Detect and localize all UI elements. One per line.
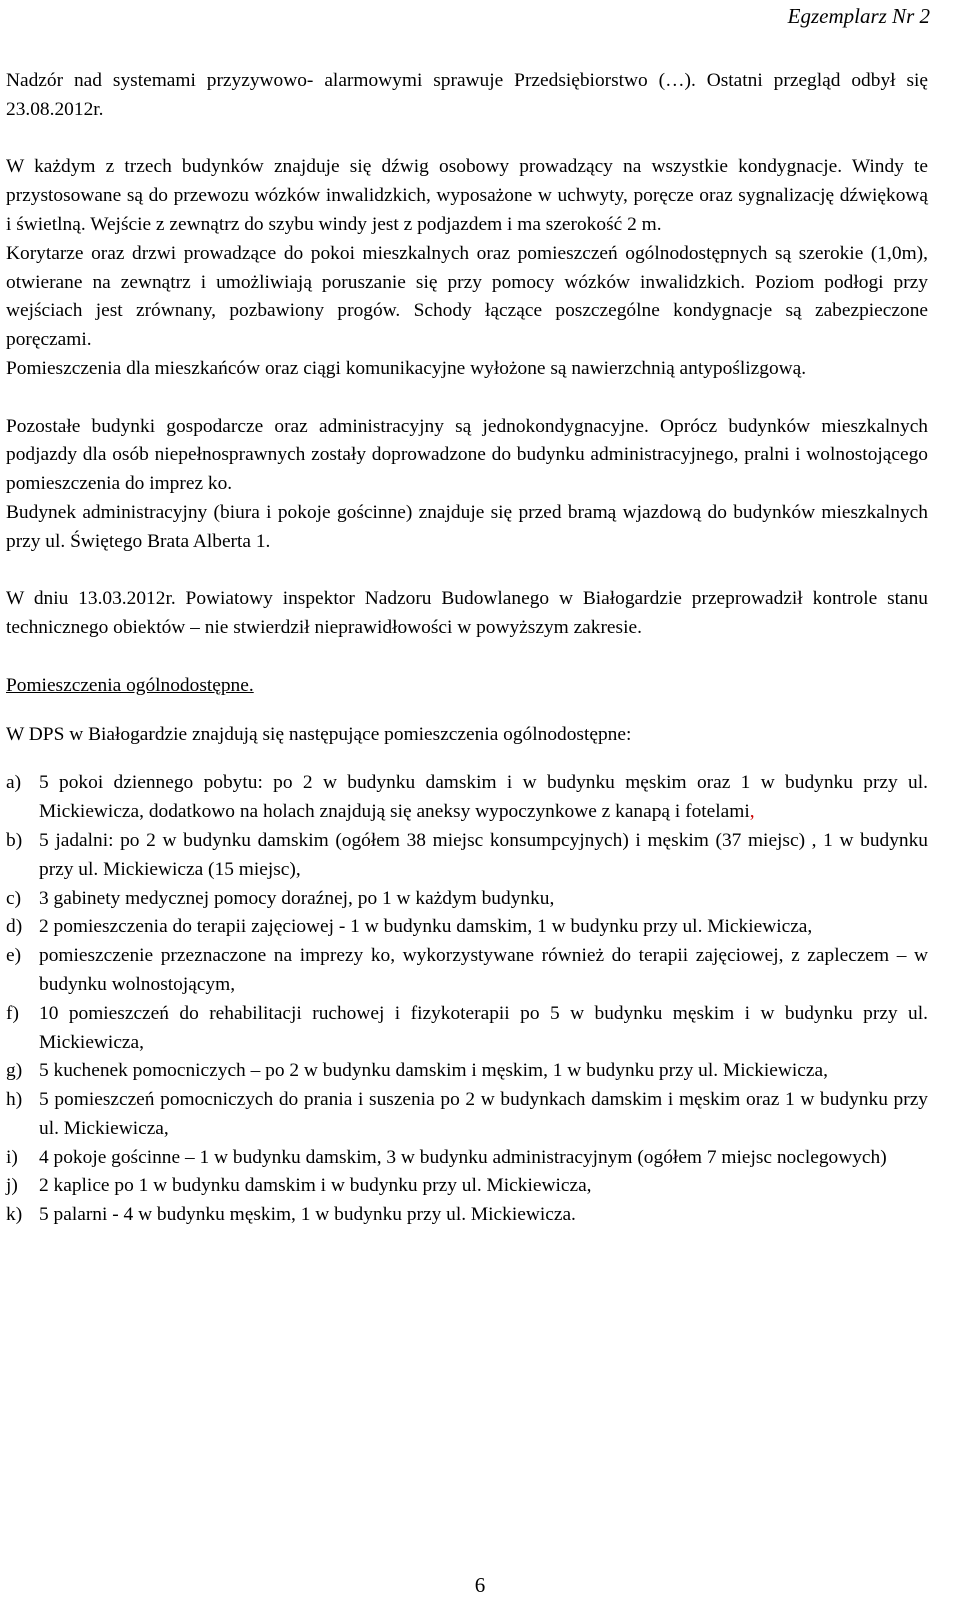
paragraph-admin-building: Budynek administracyjny (biura i pokoje gościnne) znajduje się przed bramą wjazdową do budynków mieszkalnych przy ul. Świętego Brata Alberta 1. [6,501,928,552]
paragraph-floors: Pomieszczenia dla mieszkańców oraz ciągi komunikacyjne wyłożone są nawierzchnią antypoślizgową. [6,357,807,379]
spacer [6,643,928,672]
page-number: 6 [474,1573,486,1597]
paragraph-outbuildings: Pozostałe budynki gospodarcze oraz administracyjny są jednokondygnacyjne. Oprócz budynków mieszkalnych podjazdy dla osób niepełnosprawnych zostały doprowadzone do budynku administracyjnego, pralni i wolnostojącego pomieszczenia do imprez ko. [6,415,928,495]
list-item-letter: i) [6,1146,18,1168]
list-item-text: 4 pokoje gościnne – 1 w budynku damskim, 3 w budynku administracyjnym (ogółem 7 miejsc noclegowych) [39,1146,887,1168]
spacer [6,701,928,721]
document-body [6,67,928,1230]
list-item-letter: h) [6,1089,23,1111]
list-item [6,942,928,1000]
spacer [6,125,928,154]
list-item-text: 5 jadalni: po 2 w budynku damskim (ogółem 38 miejsc konsumpcyjnych) i męskim (37 miejsc) , 1 w budynku przy ul. Mickiewicza (15 miejsc), [39,829,928,880]
paragraph-alarm-system: Nadzór nad systemami przyzywowo- alarmowymi sprawuje Przedsiębiorstwo (…). Ostatni przegląd odbył się 23.08.2012r. [6,70,928,120]
list-item-text: 10 pomieszczeń do rehabilitacji ruchowej i fizykoterapii po 5 w budynku męskim i w budynku przy ul. Mickiewicza, [39,1002,928,1053]
list-item-text: pomieszczenie przeznaczone na imprezy ko, wykorzystywane również do terapii zajęciowej, z zapleczem – w budynku wolnostojącym, [39,945,928,995]
list-item [6,1000,928,1058]
list-item [6,913,928,942]
list-item-text: 5 pokoi dziennego pobytu: po 2 w budynku damskim i w budynku męskim oraz 1 w budynku przy ul. Mickiewicza, dodatkowo na holach znajdują się aneksy wypoczynkowe z kanapą i fotelami [39,772,928,823]
list-item [6,1144,928,1173]
paragraph-inspection: W dniu 13.03.2012r. Powiatowy inspektor Nadzoru Budowlanego w Białogardzie przeprowadził kontrole stanu technicznego obiektów – nie stwierdził nieprawidłowości w powyższym zakresie. [6,588,928,639]
spacer [6,557,928,586]
list-item-trailing-mark: , [749,801,755,823]
list-item [6,885,928,914]
list-item-text: 3 gabinety medycznej pomocy doraźnej, po 1 w każdym budynku, [39,887,555,909]
list-item-text: 5 palarni - 4 w budynku męskim, 1 w budynku przy ul. Mickiewicza. [39,1204,576,1226]
list-item [6,769,928,827]
list-item [6,827,928,885]
list-item [6,1057,928,1086]
list-item [6,1201,928,1230]
list-item-letter: j) [6,1175,18,1197]
list-item-text: 2 pomieszczenia do terapii zajęciowej - 1 w budynku damskim, 1 w budynku przy ul. Mickiewicza, [39,916,813,938]
list-item-letter: k) [6,1204,23,1226]
paragraph-corridors: Korytarze oraz drzwi prowadzące do pokoi mieszkalnych oraz pomieszczeń ogólnodostępnych są szerokie (1,0m), otwierane na zewnątrz i umożliwiają poruszanie się przy pomocy wózków inwalidzkich. Poziom podłogi przy wejściach jest zrównany, pozbawiony progów. Schody łączące poszczególne kondygnacje są zabezpieczone poręczami. [6,242,928,351]
list-item-text: 2 kaplice po 1 w budynku damskim i w budynku przy ul. Mickiewicza, [39,1175,592,1197]
list-item-letter: f) [6,1002,19,1024]
copy-number-header: Egzemplarz Nr 2 [787,4,930,28]
list-item [6,1086,928,1144]
list-intro: W DPS w Białogardzie znajdują się następujące pomieszczenia ogólnodostępne: [6,723,632,745]
section-heading: Pomieszczenia ogólnodostępne. [6,674,254,696]
spacer [6,384,928,413]
list-item-letter: a) [6,772,22,794]
list-item-letter: d) [6,916,23,938]
list-item-letter: e) [6,945,22,967]
list-item-text: 5 pomieszczeń pomocniczych do prania i suszenia po 2 w budynkach damskim i męskim oraz 1 w budynku przy ul. Mickiewicza, [39,1089,928,1139]
list-item-letter: c) [6,887,22,909]
list-item-text: 5 kuchenek pomocniczych – po 2 w budynku damskim i męskim, 1 w budynku przy ul. Mickiewicza, [39,1060,828,1082]
list-item-letter: g) [6,1060,23,1082]
paragraph-elevators: W każdym z trzech budynków znajduje się dźwig osobowy prowadzący na wszystkie kondygnacje. Windy te przystosowane są do przewozu wózków inwalidzkich, wyposażone w uchwyty, poręcze oraz sygnalizację dźwiękową i świetlną. Wejście z zewnątrz do szybu windy jest z podjazdem i ma szerokość 2 m. [6,156,928,235]
spacer [6,749,928,769]
list-item-letter: b) [6,829,23,851]
list-item [6,1172,928,1201]
rooms-list [6,769,928,1230]
